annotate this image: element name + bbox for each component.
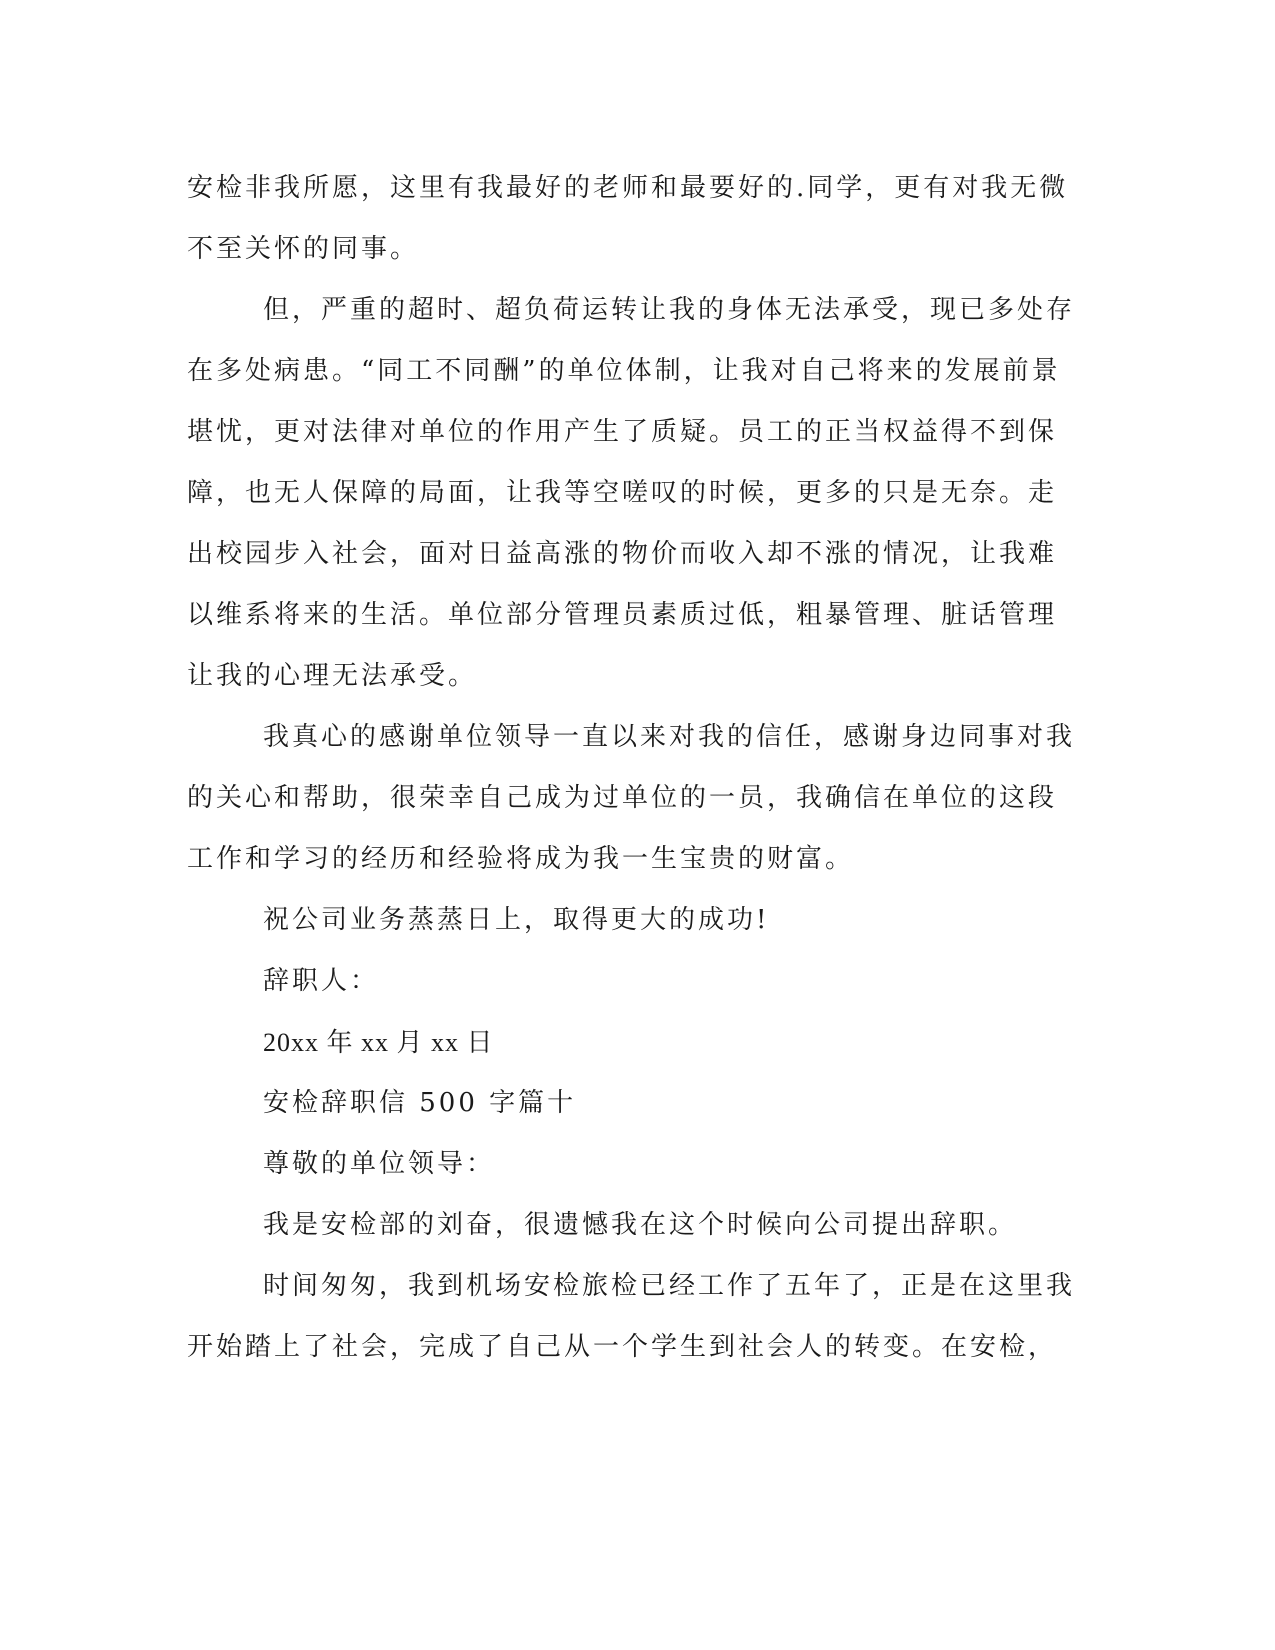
text-line: 不至关怀的同事。 — [187, 234, 420, 264]
paragraph-start-line: 但，严重的超时、超负荷运转让我的身体无法承受，现已多处存 — [263, 295, 1076, 325]
text-line: 堪忧，更对法律对单位的作用产生了质疑。员工的正当权益得不到保 — [187, 417, 1058, 447]
paragraph-start-line: 时间匆匆，我到机场安检旅检已经工作了五年了，正是在这里我 — [263, 1271, 1076, 1301]
text-line: 让我的心理无法承受。 — [187, 661, 478, 691]
text-line: 障，也无人保障的局面，让我等空嗟叹的时候，更多的只是无奈。走 — [187, 478, 1058, 508]
text-line: 工作和学习的经历和经验将成为我一生宝贵的财富。 — [187, 844, 855, 874]
closing-wish: 祝公司业务蒸蒸日上，取得更大的成功! — [263, 905, 770, 935]
date-line: 20xx 年 xx 月 xx 日 — [263, 1028, 494, 1057]
text-line: 以维系将来的生活。单位部分管理员素质过低，粗暴管理、脏话管理 — [187, 600, 1058, 630]
document-body — [187, 158, 1076, 1378]
signature-label: 辞职人： — [263, 966, 380, 996]
text-line: 开始踏上了社会，完成了自己从一个学生到社会人的转变。在安检， — [187, 1332, 1058, 1362]
salutation: 尊敬的单位领导： — [263, 1149, 496, 1179]
paragraph-start-line: 我真心的感谢单位领导一直以来对我的信任，感谢身边同事对我 — [263, 722, 1076, 752]
section-heading: 安检辞职信 500 字篇十 — [263, 1088, 577, 1118]
text-line: 安检非我所愿，这里有我最好的老师和最要好的.同学，更有对我无微 — [187, 173, 1069, 203]
paragraph-start-line: 我是安检部的刘奋，很遗憾我在这个时候向公司提出辞职。 — [263, 1210, 1018, 1240]
text-line: 出校园步入社会，面对日益高涨的物价而收入却不涨的情况，让我难 — [187, 539, 1058, 569]
text-line: 的关心和帮助，很荣幸自己成为过单位的一员，我确信在单位的这段 — [187, 783, 1058, 813]
text-line: 在多处病患。“同工不同酬”的单位体制，让我对自己将来的发展前景 — [187, 356, 1061, 386]
